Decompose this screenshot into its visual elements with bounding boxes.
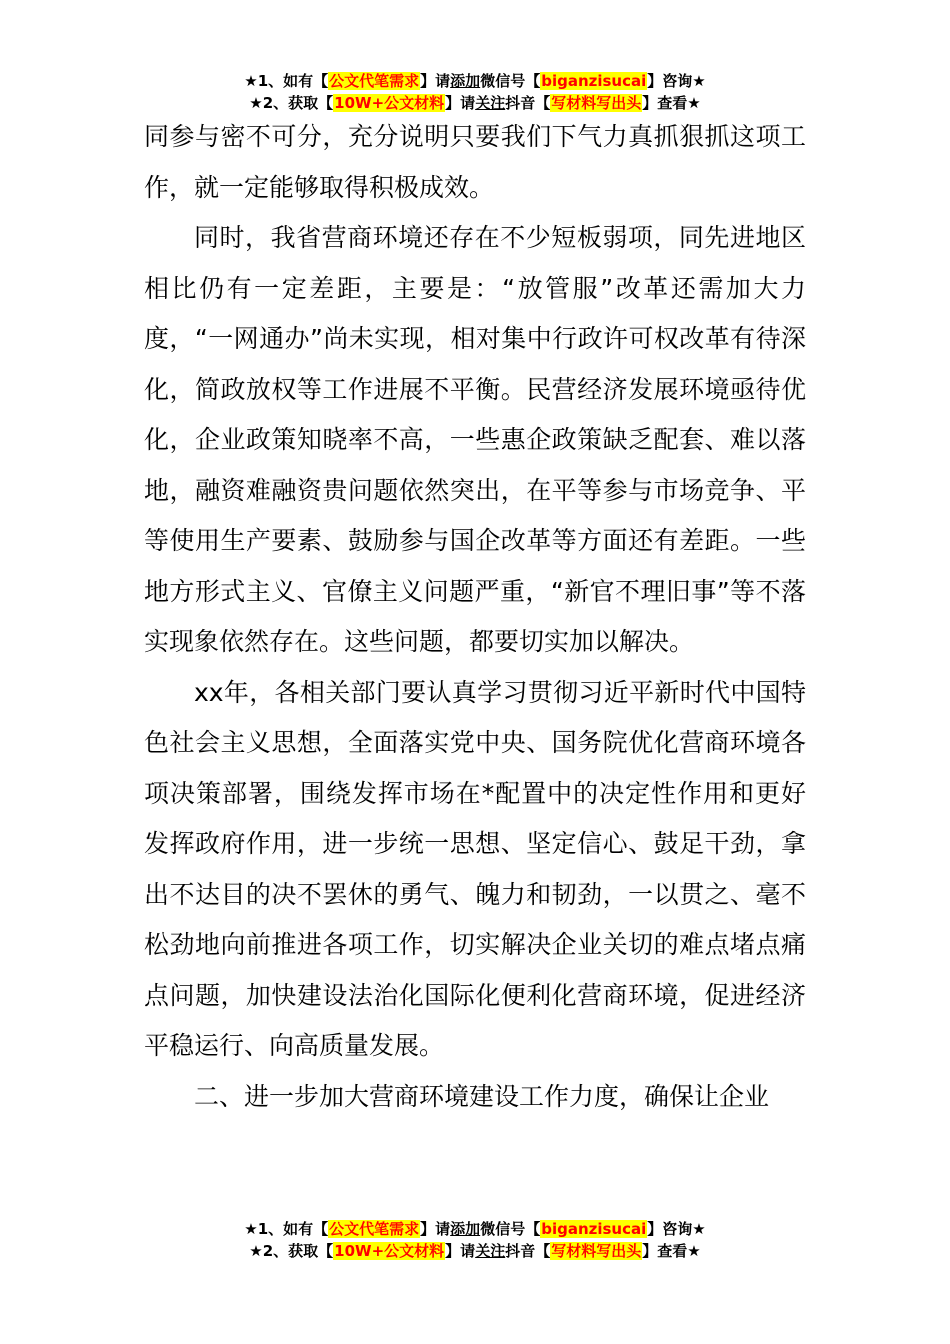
banner-text: 】请 [420, 72, 451, 90]
banner-line-1 [0, 1218, 950, 1240]
banner-line-2 [0, 1240, 950, 1262]
banner-text: 微信号【 [480, 1220, 541, 1238]
star-icon: ★ [692, 1220, 706, 1238]
star-icon: ★ [692, 72, 706, 90]
paragraph: 同时，我省营商环境还存在不少短板弱项，同先进地区相比仍有一定差距，主要是：“放管服”改革还需加大力度，“一网通办”尚未实现，相对集中行政许可权改革有待深化，简政放权等工作进展不平衡。民营经济发展环境亟待优化，企业政策知晓率不高，一些惠企政策缺乏配套、难以落地，融资难融资贵问题依然突出，在平等参与市场竞争、平等使用生产要素、鼓励参与国企改革等方面还有差距。一些地方形式主义、官僚主义问题严重，“新官不理旧事”等不落实现象依然存在。这些问题，都要切实加以解决。 [144, 223, 806, 656]
banner-text: 抖音【 [505, 1242, 551, 1260]
highlight-text: 公文代笔需求 [329, 1220, 420, 1238]
highlight-text: 10W+公文材料 [334, 1242, 445, 1260]
star-icon: ★ [249, 1242, 263, 1260]
banner-text: 】查看 [642, 1242, 688, 1260]
banner-text: 】请 [445, 1242, 476, 1260]
banner-text: 微信号【 [480, 72, 541, 90]
douyin-account: 写材料写出头 [551, 1242, 642, 1260]
underlined-text: 关注 [475, 1242, 506, 1260]
document-body [144, 112, 806, 1122]
douyin-account: 写材料写出头 [551, 94, 642, 112]
underlined-text: 添加 [450, 1220, 481, 1238]
banner-line-1 [0, 70, 950, 92]
banner-text: 】查看 [642, 94, 688, 112]
banner-text: 2、获取【 [262, 94, 334, 112]
banner-text: 】咨询 [647, 1220, 693, 1238]
highlight-text: 10W+公文材料 [334, 94, 445, 112]
star-icon: ★ [244, 72, 258, 90]
underlined-text: 关注 [475, 94, 506, 112]
banner-text: 】请 [420, 1220, 451, 1238]
star-icon: ★ [249, 94, 263, 112]
top-promo-banner [0, 70, 950, 114]
banner-line-2 [0, 92, 950, 114]
banner-text: 抖音【 [505, 94, 551, 112]
highlight-text: 公文代笔需求 [329, 72, 420, 90]
wechat-id: biganzisucai [541, 72, 647, 90]
star-icon: ★ [687, 94, 701, 112]
section-heading: 二、进一步加大营商环境建设工作力度，确保让企业 [194, 1081, 770, 1111]
star-icon: ★ [687, 1242, 701, 1260]
banner-text: 】请 [445, 94, 476, 112]
paragraph-continuation: 同参与密不可分，充分说明只要我们下气力真抓狠抓这项工作，就一定能够取得积极成效。 [144, 122, 806, 202]
star-icon: ★ [244, 1220, 258, 1238]
paragraph: xx年，各相关部门要认真学习贯彻习近平新时代中国特色社会主义思想，全面落实党中央、国务院优化营商环境各项决策部署，围绕发挥市场在*配置中的决定性作用和更好发挥政府作用，进一步统一思想、坚定信心、鼓足干劲，拿出不达目的决不罢休的勇气、魄力和韧劲，一以贯之、毫不松劲地向前推进各项工作，切实解决企业关切的难点堵点痛点问题，加快建设法治化国际化便利化营商环境，促进经济平稳运行、向高质量发展。 [144, 677, 806, 1060]
wechat-id: biganzisucai [541, 1220, 647, 1238]
underlined-text: 添加 [450, 72, 481, 90]
banner-text: 】咨询 [647, 72, 693, 90]
banner-text: 1、如有【 [257, 72, 329, 90]
banner-text: 2、获取【 [262, 1242, 334, 1260]
bottom-promo-banner [0, 1218, 950, 1262]
banner-text: 1、如有【 [257, 1220, 329, 1238]
